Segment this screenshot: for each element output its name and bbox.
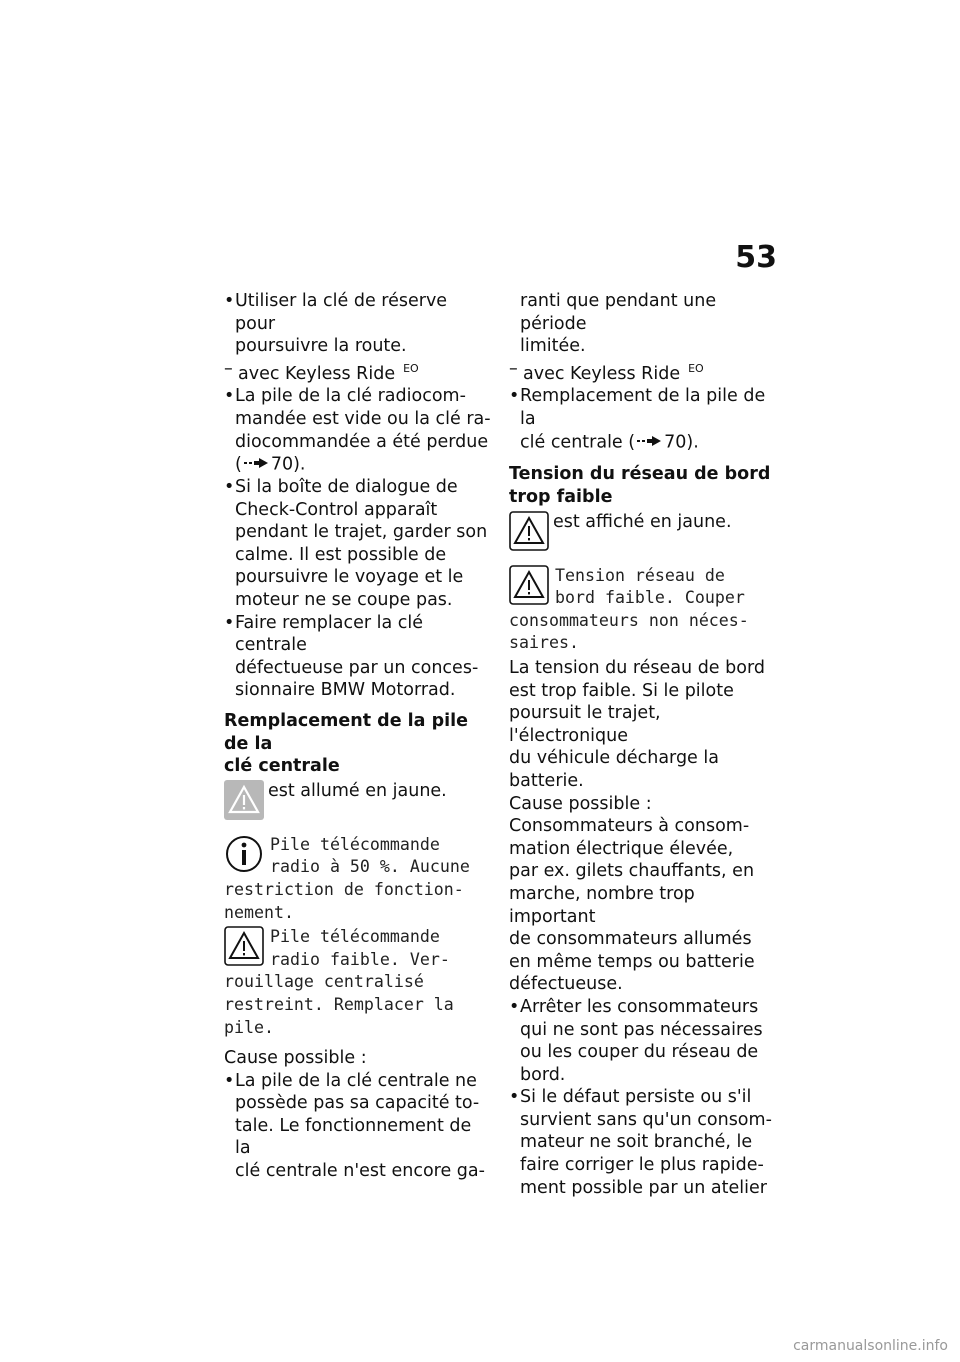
- display-message: Tension réseau de bord faible. Couper consommateurs non néces- saires.: [509, 565, 749, 653]
- info-icon: [224, 834, 264, 874]
- watermark-footer: carmanualsonline.info: [793, 1338, 948, 1354]
- display-message: Pile télécommande radio à 50 %. Aucune restriction de fonction- nement.: [224, 834, 470, 922]
- list-item: • Remplacement de la pile de la clé centrale ( 70).: [509, 385, 777, 453]
- display-message: Pile télécommande radio faible. Ver- rouillage centralisé restreint. Remplacer la pile.: [224, 927, 454, 1037]
- variant-code: EO: [688, 361, 704, 375]
- warning-triangle-icon: [224, 926, 264, 966]
- variant-note: – avec Keyless Ride $^{EO}$: [224, 358, 419, 384]
- indicator-row: est allumé en jaune.: [224, 780, 492, 820]
- list-item: • La pile de la clé radiocom- mandée est vide ou la clé ra- diocommandée a été perdue ( 70).: [224, 385, 492, 476]
- reference-arrow-icon: [243, 453, 269, 476]
- continued-text: ranti que pendant une période limitée.: [520, 291, 717, 357]
- list-item: • Faire remplacer la clé centrale défectueuse par un conces- sionnaire BMW Motorrad.: [224, 612, 492, 702]
- page-number: 53: [735, 240, 777, 275]
- variant-code: EO: [403, 361, 419, 375]
- left-column: [224, 290, 492, 1183]
- cause-label: Cause possible :: [509, 793, 652, 814]
- variant-note: – avec Keyless Ride $^{EO}$: [509, 358, 704, 384]
- reference-arrow-icon: [636, 431, 662, 454]
- description-paragraph: La tension du réseau de bord est trop faible. Si le pilote poursuit le trajet, l'électronique du véhicule décharge la batterie.: [509, 658, 765, 791]
- cause-label: Cause possible :: [224, 1048, 367, 1069]
- indicator-row: est affiché en jaune.: [509, 511, 777, 551]
- list-item: • La pile de la clé centrale ne possède pas sa capacité to- tale. Le fonctionnement de la clé centrale n'est encore ga-: [224, 1070, 492, 1183]
- list-item: • Utiliser la clé de réserve pour poursuivre la route.: [224, 290, 492, 358]
- warning-triangle-icon: [224, 780, 264, 820]
- warning-triangle-icon: [509, 511, 549, 551]
- cause-paragraph: Consommateurs à consom- mation électrique élevée, par ex. gilets chauffants, en marche, nombre trop important de consommateurs allumés en même temps ou batterie défectueuse.: [509, 816, 755, 995]
- right-column: [509, 290, 777, 1199]
- list-item: • Si la boîte de dialogue de Check-Control apparaît pendant le trajet, garder son calme. Il est possible de poursuivre le voyage et le moteur ne se coupe pas.: [224, 476, 492, 612]
- list-item: • Si le défaut persiste ou s'il survient sans qu'un consom- mateur ne soit branché, le faire corriger le plus rapide- ment possible par un atelier: [509, 1086, 777, 1199]
- warning-triangle-icon: [509, 565, 549, 605]
- list-item: • Arrêter les consommateurs qui ne sont pas nécessaires ou les couper du réseau de bord.: [509, 996, 777, 1086]
- section-heading: Remplacement de la pile de la clé centrale: [224, 710, 468, 777]
- section-heading: Tension du réseau de bord trop faible: [509, 464, 771, 508]
